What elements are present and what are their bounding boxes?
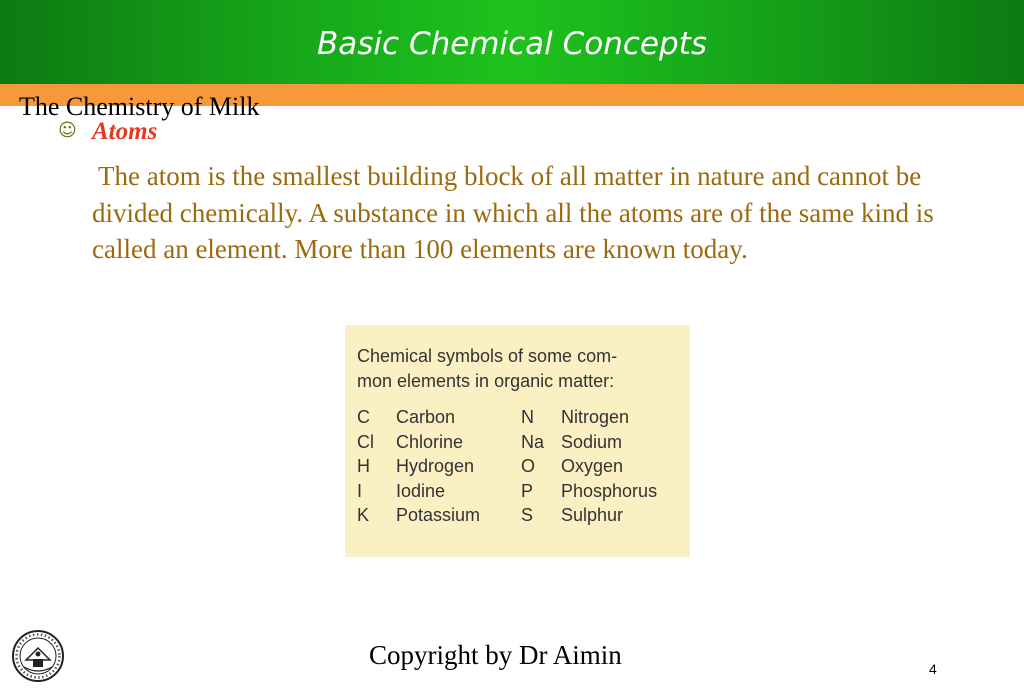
element-name: Sodium [561,431,623,452]
element-symbol: I [357,480,363,501]
element-name: Sulphur [561,505,624,525]
element-symbol: O [521,456,536,476]
page-number: 4 [929,661,937,677]
section-heading: Atoms [92,118,158,145]
element-name: Phosphorus [561,480,658,501]
caption-line: Chemical symbols of some com- [357,346,618,366]
element-symbol: P [521,480,534,501]
body-paragraph: The atom is the smallest building block of all matter in nature and cannot be divided chemically. A substance in which all the atoms are of the same kind is called an element. More than 100 elements are known today. [92,161,934,264]
element-symbol: K [357,505,370,525]
table-row [357,405,687,430]
element-name: Hydrogen [396,456,475,476]
element-symbol: N [521,407,534,427]
element-symbol: C [357,407,370,427]
university-seal-icon [9,629,67,683]
element-name: Oxygen [561,456,624,476]
slide-subtitle: The Chemistry of Milk [19,92,260,121]
element-name: Chlorine [396,431,464,452]
slide-title: Basic Chemical Concepts [317,26,707,62]
element-name: Carbon [396,407,456,427]
element-name: Iodine [396,480,446,501]
chemical-symbols-box [345,325,690,557]
element-symbol: Na [521,431,545,452]
table-row [357,479,687,504]
element-symbol: S [521,505,534,525]
element-symbol: Cl [357,431,374,452]
header-bar [0,0,1024,84]
symbol-table [357,405,687,528]
element-name: Potassium [396,505,481,525]
smiley-icon: ☺ [58,120,77,141]
element-name: Nitrogen [561,407,630,427]
table-row [357,454,687,479]
table-row [357,430,687,455]
table-row [357,503,687,528]
box-caption [357,344,687,394]
caption-line: mon elements in organic matter: [357,371,615,391]
copyright-text: Copyright by Dr Aimin [369,640,622,670]
element-symbol: H [357,456,370,476]
